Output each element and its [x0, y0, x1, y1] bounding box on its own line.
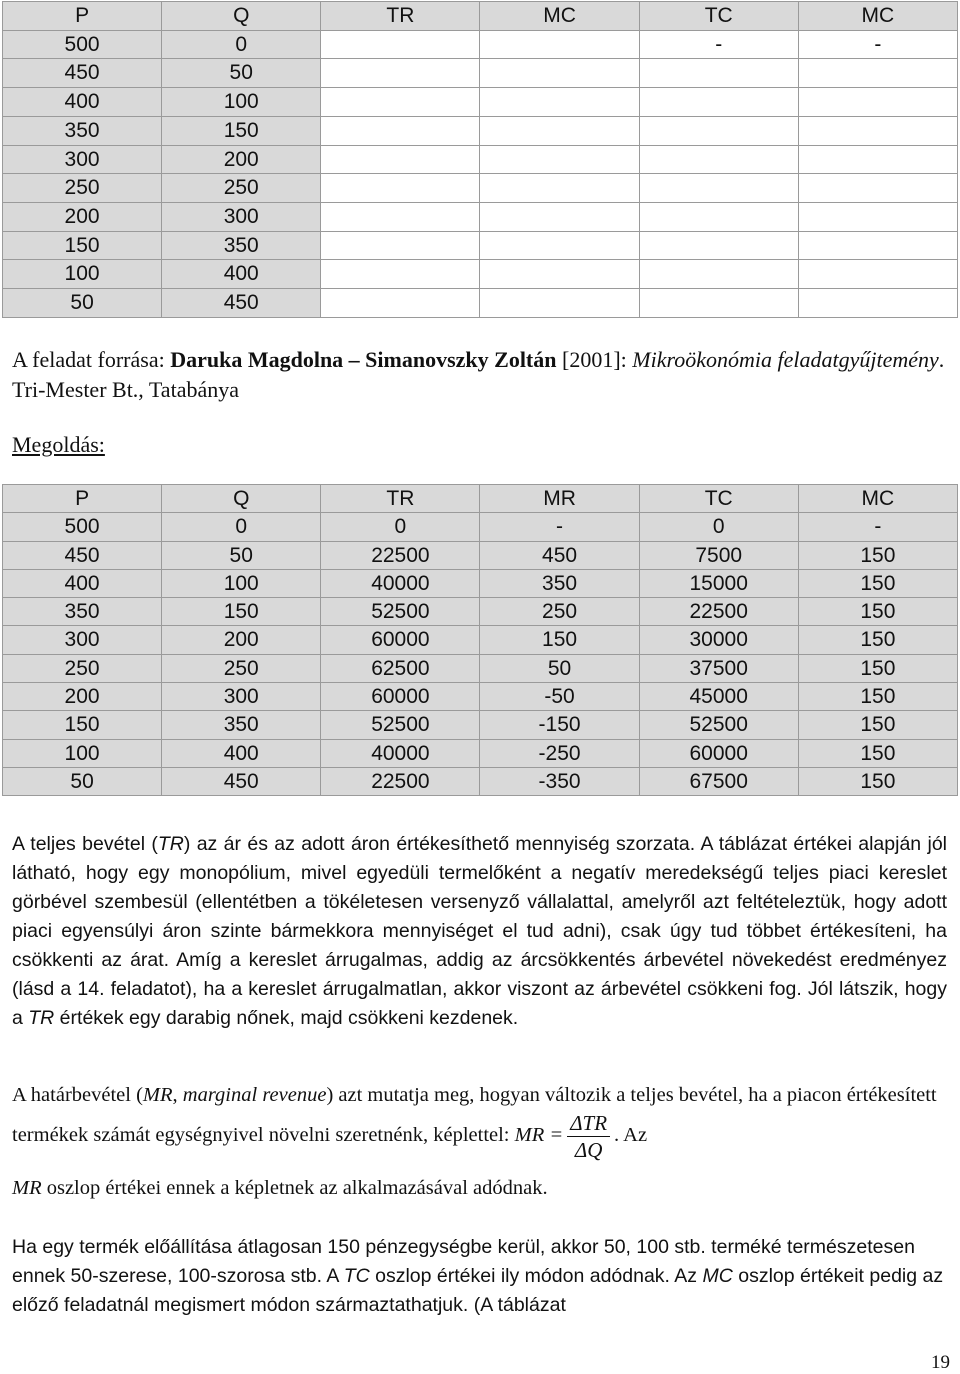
table-header-cell: MC	[798, 485, 957, 513]
table-cell	[798, 88, 957, 117]
source-title: Mikroökonómia feladatgyűjtemény	[632, 347, 939, 372]
p2-text-d: . Az	[614, 1124, 648, 1147]
table-cell: 450	[162, 289, 321, 318]
table-cell: 150	[798, 626, 957, 654]
table-cell: 60000	[321, 626, 480, 654]
p2-text-a: A határbevétel (	[12, 1084, 143, 1106]
table-cell: 250	[3, 654, 162, 682]
table-row	[3, 202, 958, 231]
table-cell: 67500	[639, 767, 798, 795]
formula-lhs: MR =	[514, 1124, 564, 1147]
table-row	[3, 767, 958, 795]
table-cell: 200	[3, 683, 162, 711]
p2-text-b: ,	[172, 1084, 183, 1106]
table-header-cell: Q	[162, 2, 321, 31]
table-cell: 100	[3, 260, 162, 289]
table-cell: 350	[480, 569, 639, 597]
table-row	[3, 569, 958, 597]
page-number: 19	[931, 1352, 950, 1373]
table-cell: 150	[798, 739, 957, 767]
table-row	[3, 626, 958, 654]
table-header-cell: P	[3, 2, 162, 31]
table-row	[3, 739, 958, 767]
formula-numerator: ΔTR	[567, 1110, 610, 1137]
table-row	[3, 231, 958, 260]
table-cell: 300	[162, 683, 321, 711]
table-cell: 350	[162, 231, 321, 260]
formula-denominator: ΔQ	[574, 1138, 603, 1162]
table-cell: 400	[162, 739, 321, 767]
table-cell	[321, 174, 480, 203]
table-cell: 150	[798, 541, 957, 569]
table-cell: 150	[798, 569, 957, 597]
table-cell: 500	[3, 513, 162, 541]
table-cell: -250	[480, 739, 639, 767]
table-cell: 60000	[639, 739, 798, 767]
table-cell: 250	[480, 598, 639, 626]
table-cell: 450	[162, 767, 321, 795]
table-cell: -150	[480, 711, 639, 739]
table-cell	[639, 88, 798, 117]
source-year: [2001]:	[556, 347, 633, 372]
table-cell: 150	[798, 711, 957, 739]
table-cell: 150	[162, 116, 321, 145]
paragraph-total-revenue	[12, 830, 947, 1033]
table-cell: 350	[3, 598, 162, 626]
table-cell	[798, 231, 957, 260]
table-header-cell: MR	[480, 485, 639, 513]
p3-mr: MR	[12, 1177, 42, 1199]
table-cell: 0	[639, 513, 798, 541]
source-prefix: A feladat forrása:	[12, 347, 171, 372]
table-cell: 250	[3, 174, 162, 203]
table-cell	[639, 260, 798, 289]
table-cell: 200	[162, 145, 321, 174]
table-cell	[639, 202, 798, 231]
table-cell: 450	[3, 541, 162, 569]
table-header-row	[3, 2, 958, 31]
table-row	[3, 59, 958, 88]
p1-text-c: értékek egy darabig nőnek, majd csökkeni kezdenek.	[54, 1007, 519, 1029]
table-cell: 400	[3, 569, 162, 597]
table-cell	[798, 145, 957, 174]
table-cell	[639, 289, 798, 318]
table-cell: 0	[162, 30, 321, 59]
table-cell	[798, 116, 957, 145]
table-header-cell: P	[3, 485, 162, 513]
source-publisher: . Tri-Mester Bt., Tatabánya	[12, 347, 945, 402]
table-cell: 200	[3, 202, 162, 231]
table-row	[3, 174, 958, 203]
p1-text-b: ) az ár és az adott áron értékesíthető mennyiség szorzata. A táblázat értékei alapján jól látható, hogy egy monopólium, mivel egyedüli termelőként a negatív meredekségű teljes piaci kereslet görbével szembesül (ellentétben a tökéletesen versenyző vállalattal, amelyről azt feltételeztük, hogy adott piaci egyensúlyi áron szinte bármekkora mennyiséget el tud adni), csak úgy tud többet értékesíteni, ha csökkenti az árat. Amíg a kereslet árrugalmas, addig az árcsökkentés árbevétel növekedést eredményez (lásd a 14. feladatot), ha a kereslet árrugalmatlan, akkor viszont az árbevétel csökkeni fog. Jól látszik, hogy a	[12, 833, 947, 1029]
table-cell	[321, 88, 480, 117]
table-cell: 45000	[639, 683, 798, 711]
table-cell: 0	[321, 513, 480, 541]
table-cell: 100	[162, 569, 321, 597]
table-cell	[798, 289, 957, 318]
paragraph-cost	[12, 1233, 947, 1320]
table-cell: 52500	[321, 598, 480, 626]
table-cell: 250	[162, 654, 321, 682]
table-cell	[480, 260, 639, 289]
table-cell: 50	[3, 767, 162, 795]
p4-text-a: Ha egy termék előállítása átlagosan 150 pénzegységbe kerül, akkor 50, 100 stb. terméké természetesen ennek 50-szerese, 100-szorosa stb. A	[12, 1236, 915, 1287]
table-header-row	[3, 485, 958, 513]
table-header-cell: MC	[798, 2, 957, 31]
table-row	[3, 289, 958, 318]
table-cell: 50	[162, 59, 321, 88]
table-cell: 450	[480, 541, 639, 569]
table-cell: 300	[162, 202, 321, 231]
table-cell	[480, 30, 639, 59]
table-cell: 500	[3, 30, 162, 59]
table-row	[3, 88, 958, 117]
table-cell	[798, 174, 957, 203]
table-cell	[480, 88, 639, 117]
table-cell	[639, 116, 798, 145]
table-cell	[321, 231, 480, 260]
table-cell: 400	[3, 88, 162, 117]
table-cell: 150	[3, 231, 162, 260]
table-cell	[321, 260, 480, 289]
formula-fraction	[567, 1110, 610, 1163]
table-header-cell: MC	[480, 2, 639, 31]
table-cell: 150	[798, 654, 957, 682]
p1-text-a: A teljes bevétel (	[12, 833, 158, 855]
table-cell	[798, 260, 957, 289]
table-cell: 40000	[321, 739, 480, 767]
table-row	[3, 145, 958, 174]
paragraph-mr-column	[12, 1174, 947, 1203]
source-authors: Daruka Magdolna – Simanovszky Zoltán	[170, 347, 557, 372]
table-cell: -350	[480, 767, 639, 795]
table-cell: 150	[480, 626, 639, 654]
table-cell: 350	[3, 116, 162, 145]
table-cell: -50	[480, 683, 639, 711]
table-cell: 22500	[639, 598, 798, 626]
table-cell: -	[798, 30, 957, 59]
table-cell: 7500	[639, 541, 798, 569]
table-cell: 50	[3, 289, 162, 318]
table-cell	[321, 59, 480, 88]
table-cell	[639, 174, 798, 203]
table-row	[3, 654, 958, 682]
table-row	[3, 598, 958, 626]
p2-mr: MR	[142, 1084, 173, 1106]
table-cell	[480, 145, 639, 174]
table-cell: 150	[798, 683, 957, 711]
table-row	[3, 711, 958, 739]
paragraph-marginal-revenue	[12, 1081, 947, 1163]
table-cell: 22500	[321, 541, 480, 569]
table-header-cell: Q	[162, 485, 321, 513]
table-cell	[321, 289, 480, 318]
table-cell: 150	[3, 711, 162, 739]
table-cell: 52500	[639, 711, 798, 739]
table-header-cell: TC	[639, 485, 798, 513]
table-cell	[321, 116, 480, 145]
table-cell: 37500	[639, 654, 798, 682]
table-cell: 450	[3, 59, 162, 88]
table-cell	[321, 202, 480, 231]
solution-table	[2, 484, 958, 796]
table-cell: 50	[480, 654, 639, 682]
table-row	[3, 260, 958, 289]
table-cell	[639, 59, 798, 88]
p4-text-b: oszlop értékei ily módon adódnak. Az	[369, 1265, 703, 1287]
p1-tr: TR	[157, 833, 184, 855]
table-cell	[321, 30, 480, 59]
table-cell: 100	[3, 739, 162, 767]
table-cell: 15000	[639, 569, 798, 597]
table-cell: 150	[162, 598, 321, 626]
p1-tr2: TR	[28, 1007, 55, 1029]
table-cell: -	[639, 30, 798, 59]
p4-mc: MC	[702, 1265, 733, 1287]
table-cell: 50	[162, 541, 321, 569]
table-cell	[480, 289, 639, 318]
table-cell: 300	[3, 626, 162, 654]
table-cell: 250	[162, 174, 321, 203]
table-cell: 350	[162, 711, 321, 739]
table-cell: 100	[162, 88, 321, 117]
table-cell: 0	[162, 513, 321, 541]
table-cell: -	[798, 513, 957, 541]
solution-label: Megoldás:	[12, 432, 105, 457]
table-cell: 40000	[321, 569, 480, 597]
table-cell	[480, 59, 639, 88]
source-citation	[12, 345, 947, 405]
table-row	[3, 541, 958, 569]
table-cell	[480, 116, 639, 145]
exercise-table	[2, 1, 958, 318]
table-cell: 22500	[321, 767, 480, 795]
table-row	[3, 116, 958, 145]
table-cell: 400	[162, 260, 321, 289]
table-row	[3, 683, 958, 711]
table-cell	[798, 59, 957, 88]
table-cell	[798, 202, 957, 231]
table-cell: 300	[3, 145, 162, 174]
table-row	[3, 30, 958, 59]
table-cell	[321, 145, 480, 174]
table-cell	[480, 231, 639, 260]
table-cell: 60000	[321, 683, 480, 711]
table-cell: 52500	[321, 711, 480, 739]
table-cell: 150	[798, 598, 957, 626]
table-cell: 150	[798, 767, 957, 795]
table-cell	[480, 174, 639, 203]
p4-text-c: oszlop értékeit pedig az előző feladatnál megismert módon származtathatjuk. (A táblázat	[12, 1265, 944, 1316]
table-cell	[480, 202, 639, 231]
table-header-cell: TC	[639, 2, 798, 31]
p2-text-c: ) azt mutatja meg, hogyan változik a teljes bevétel, ha a piacon értékesített termékek számát egységnyivel növelni szeretnénk, képlettel:	[12, 1084, 937, 1147]
p3-text-a: oszlop értékei ennek a képletnek az alkalmazásával adódnak.	[41, 1177, 548, 1199]
table-cell	[639, 145, 798, 174]
table-cell	[639, 231, 798, 260]
p4-tc: TC	[343, 1265, 370, 1287]
table-cell: -	[480, 513, 639, 541]
table-cell: 30000	[639, 626, 798, 654]
table-header-cell: TR	[321, 2, 480, 31]
table-header-cell: TR	[321, 485, 480, 513]
p2-mr-full: marginal revenue	[182, 1084, 327, 1106]
table-cell: 200	[162, 626, 321, 654]
table-row	[3, 513, 958, 541]
table-cell: 62500	[321, 654, 480, 682]
